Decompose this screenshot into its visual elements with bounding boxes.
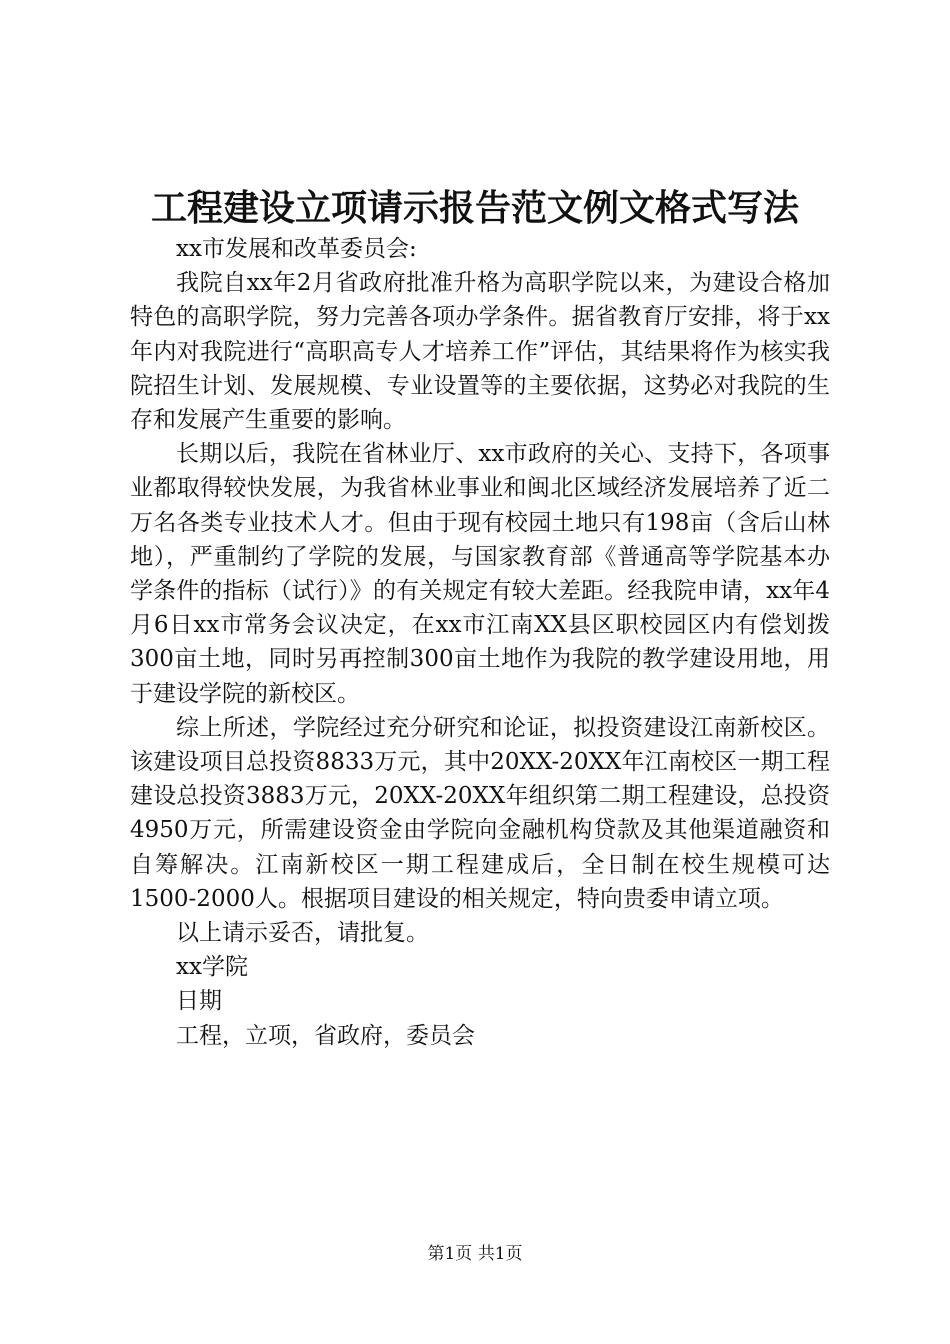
paragraph-keywords: 工程，立项，省政府，委员会 xyxy=(176,1022,475,1049)
paragraph-history: 长期以后，我院在省林业厅、xx市政府的关心、支持下，各项事业都取得较快发展，为我省林业事业和闽北区域经济发展培养了近二万名各类专业技术人才。但由于现有校园土地只有198亩（含后山林地），严重制约了学院的发展，与国家教育部《普通高等学院基本办学条件的指标（试行）》的有关规定有较大差距。经我院申请，xx年4月6日xx市常务会议决定，在xx市江南XX县区职校园区内有偿划拨300亩土地，同时另再控制300亩土地作为我院的教学建设用地，用于建设学院的新校区。 xyxy=(130,441,830,707)
paragraph-background: 我院自xx年2月省政府批准升格为高职学院以来，为建设合格加特色的高职学院，努力完善各项办学条件。据省教育厅安排，将于xx年内对我院进行“高职高专人才培养工作”评估，其结果将作为核实我院招生计划、发展规模、专业设置等的主要依据，这势必对我院的生存和发展产生重要的影响。 xyxy=(130,270,830,434)
paragraph-closing: 以上请示妥否，请批复。 xyxy=(176,920,429,947)
page-footer: 第1页 共1页 xyxy=(427,1244,523,1264)
document-title: 工程建设立项请示报告范文例文格式写法 xyxy=(150,187,799,229)
paragraph-addressee: xx市发展和改革委员会: xyxy=(176,236,417,262)
paragraph-signature: xx学院 xyxy=(176,954,248,981)
paragraph-date: 日期 xyxy=(176,988,222,1015)
paragraph-request: 综上所述，学院经过充分研究和论证，拟投资建设江南新校区。该建设项目总投资8833万元，其中20XX-20XX年江南校区一期工程建设总投资3883万元，20XX-20XX年组织第二期工程建设，总投资4950万元，所需建设资金由学院向金融机构贷款及其他渠道融资和自筹解决。江南新校区一期工程建成后，全日制在校生规模可达1500-2000人。根据项目建设的相关规定，特向贵委申请立项。 xyxy=(130,714,830,912)
document-body xyxy=(130,232,830,1053)
